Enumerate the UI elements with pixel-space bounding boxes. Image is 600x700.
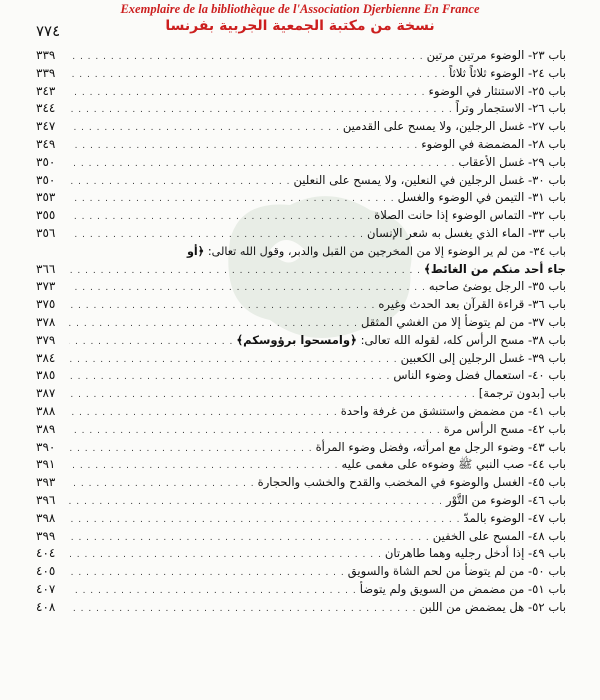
entry-title: باب [بدون ترجمة] <box>478 386 566 401</box>
entry-title: باب ٢٤- الوضوء ثلاثاً ثلاثاً <box>449 65 566 80</box>
leader-dots <box>69 209 371 227</box>
table-of-contents <box>36 47 566 617</box>
toc-entry <box>36 154 566 172</box>
entry-page: ٣٤٣ <box>36 83 56 98</box>
entry-page: ٣٧٨ <box>36 314 56 329</box>
toc-entry <box>36 456 566 474</box>
toc-entry <box>36 47 566 65</box>
leader-dots <box>69 494 443 512</box>
entry-title: باب ٤٦- الوضوء من التَّوْر <box>446 492 566 507</box>
leader-dots <box>69 405 338 423</box>
entry-title: باب ٢٩- غسل الأعقاب <box>458 154 566 169</box>
quran-quote-open: ﴿أو <box>186 244 205 258</box>
toc-entry <box>36 207 566 225</box>
entry-title: باب ٣٤- من لم ير الوضوء إلا من المخرجين من القبل والدبر، وقول الله تعالى: <box>207 244 566 258</box>
entry-page: ٣٥٠ <box>36 172 56 187</box>
entry-page: ٣٨٥ <box>36 368 56 383</box>
entry-title: باب ٢٨- المضمضة في الوضوء <box>421 136 566 151</box>
leader-dots <box>69 138 418 156</box>
entry-page: ٣٥٣ <box>36 190 56 205</box>
entry-title: باب ٣٨- مسح الرأس كله، لقوله الله تعالى: <box>360 332 566 347</box>
page-header <box>0 0 600 46</box>
leader-dots <box>69 547 382 565</box>
library-stamp-arabic: نسخة من مكتبة الجمعية الجربية بفرنسا <box>165 18 435 34</box>
toc-entry <box>36 563 566 581</box>
toc-entry <box>36 545 566 563</box>
leader-dots <box>69 334 233 352</box>
toc-entry <box>36 599 566 617</box>
toc-entry <box>36 528 566 546</box>
entry-title: باب ٣٧- من لم يتوضأ إلا من الغشي المثقل <box>360 314 566 329</box>
toc-entry <box>36 421 566 439</box>
leader-dots <box>69 352 398 370</box>
toc-entry <box>36 350 566 368</box>
entry-title: باب ٤٥- الغسل والوضوء في المخضب والقدح والخشب والحجارة <box>257 475 566 490</box>
toc-entry <box>36 225 566 243</box>
entry-title: باب ٥٠- من لم يتوضأ من لحم الشاة والسويق <box>347 564 566 579</box>
entry-title: باب ٤١- من مضمض واستنشق من غرفة واحدة <box>340 403 566 418</box>
entry-page: ٣٩٨ <box>36 510 56 525</box>
entry-page: ٣٣٩ <box>36 48 56 62</box>
entry-title: باب ٥١- من مضمض من السويق ولم يتوضأ <box>359 581 566 596</box>
entry-title: باب ٢٧- غسل الرجلين، ولا يمسح على القدمين <box>342 119 566 134</box>
leader-dots <box>69 49 424 67</box>
toc-entry <box>36 100 566 118</box>
entry-title: باب ٥٢- هل يمضمض من اللبن <box>419 599 566 614</box>
quran-quote: ﴿وامسحوا برؤوسكم﴾ <box>236 332 357 347</box>
toc-entry <box>36 314 566 332</box>
toc-entry <box>36 385 566 403</box>
entry-page: ٣٧٩ <box>36 332 56 347</box>
entry-title: باب ٣٦- قراءة القرآن بعد الحدث وغيره <box>378 297 566 312</box>
entry-title: باب ٢٥- الاستنثار في الوضوء <box>428 83 566 98</box>
toc-entry <box>36 189 566 207</box>
entry-title: باب ٣٩- غسل الرجلين إلى الكعبين <box>400 350 566 365</box>
entry-page: ٣٩٩ <box>36 528 56 543</box>
toc-entry <box>36 118 566 136</box>
entry-title: باب ٣١- التيمن في الوضوء والغسل <box>397 190 566 205</box>
entry-page: ٣٩٠ <box>36 439 56 454</box>
entry-title: باب ٤٢- مسح الرأس مرة <box>443 421 566 436</box>
library-stamp-french: Exemplaire de la bibliothèque de l'Association Djerbienne En France <box>120 2 480 16</box>
leader-dots <box>69 583 357 601</box>
leader-dots <box>69 67 446 85</box>
entry-title: باب ٤٧- الوضوء بالمدّ <box>463 510 566 525</box>
entry-page: ٣٧٣ <box>36 279 56 294</box>
entry-page: ٣٩١ <box>36 457 56 472</box>
entry-title: باب ٤٤- صب النبي ﷺ وضوءه على مغمى عليه <box>341 457 566 472</box>
entry-title: باب ٤٩- إذا أدخل رجليه وهما طاهرتان <box>384 546 566 561</box>
entry-title: باب ٤٣- وضوء الرجل مع امرأته، وفضل وضوء المرأة <box>315 439 566 454</box>
toc-entry-long-line2 <box>36 261 566 279</box>
entry-page: ٣٥٥ <box>36 208 56 223</box>
toc-entry <box>36 278 566 296</box>
quran-quote: جاء أحد منكم من الغائط﴾ <box>424 261 566 276</box>
entry-page: ٤٠٥ <box>36 564 56 579</box>
entry-title: باب ٤٨- المسح على الخفين <box>432 528 566 543</box>
leader-dots <box>69 512 461 530</box>
leader-dots <box>69 476 255 494</box>
leader-dots <box>69 263 421 281</box>
leader-dots <box>69 174 290 192</box>
entry-page: ٣٨٤ <box>36 350 56 365</box>
toc-entry <box>36 474 566 492</box>
toc-entry-long-line1 <box>36 243 566 261</box>
toc-entry <box>36 367 566 385</box>
entry-page: ٣٤٩ <box>36 136 56 151</box>
leader-dots <box>69 280 426 298</box>
entry-title: باب ٣٠- غسل الرجلين في النعلين، ولا يمسح على النعلين <box>293 172 566 187</box>
entry-title: باب ٣٥- الرجل يوضئ صاحبه <box>428 279 566 294</box>
entry-page: ٣٧٥ <box>36 297 56 312</box>
leader-dots <box>69 565 345 583</box>
entry-title: باب ٣٢- التماس الوضوء إذا حانت الصلاة <box>374 208 566 223</box>
toc-entry <box>36 581 566 599</box>
entry-title: باب ٢٦- الاستجمار وتراً <box>455 101 566 116</box>
entry-page: ٣٦٦ <box>36 261 56 276</box>
toc-entry <box>36 403 566 421</box>
leader-dots <box>69 601 417 619</box>
entry-page: ٣٣٩ <box>36 65 56 80</box>
toc-entry <box>36 510 566 528</box>
entry-page: ٣٤٧ <box>36 119 56 134</box>
entry-title: باب ٢٣- الوضوء مرتين مرتين <box>426 48 566 62</box>
entry-page: ٤٠٨ <box>36 599 56 614</box>
leader-dots <box>69 530 430 548</box>
leader-dots <box>69 369 390 387</box>
entry-page: ٣٩٣ <box>36 475 56 490</box>
leader-dots <box>69 85 426 103</box>
entry-page: ٣٨٨ <box>36 403 56 418</box>
entry-title: باب ٣٣- الماء الذي يغسل به شعر الإنسان <box>366 225 566 240</box>
entry-page: ٣٨٧ <box>36 386 56 401</box>
toc-entry <box>36 439 566 457</box>
entry-page: ٤٠٧ <box>36 581 56 596</box>
toc-entry <box>36 332 566 350</box>
toc-entry <box>36 83 566 101</box>
entry-page: ٤٠٤ <box>36 546 56 561</box>
entry-page: ٣٥٦ <box>36 225 56 240</box>
entry-title: باب ٤٠- استعمال فضل وضوء الناس <box>393 368 566 383</box>
leader-dots <box>69 120 340 138</box>
page-number: ٧٧٤ <box>36 22 61 40</box>
toc-entry <box>36 492 566 510</box>
entry-page: ٣٤٤ <box>36 101 56 116</box>
entry-page: ٣٩٦ <box>36 492 56 507</box>
leader-dots <box>69 298 375 316</box>
entry-page: ٣٥٠ <box>36 154 56 169</box>
toc-entry <box>36 136 566 154</box>
toc-entry <box>36 296 566 314</box>
leader-dots <box>69 191 395 209</box>
toc-entry <box>36 172 566 190</box>
entry-page: ٣٨٩ <box>36 421 56 436</box>
leader-dots <box>69 441 313 459</box>
toc-entry <box>36 65 566 83</box>
